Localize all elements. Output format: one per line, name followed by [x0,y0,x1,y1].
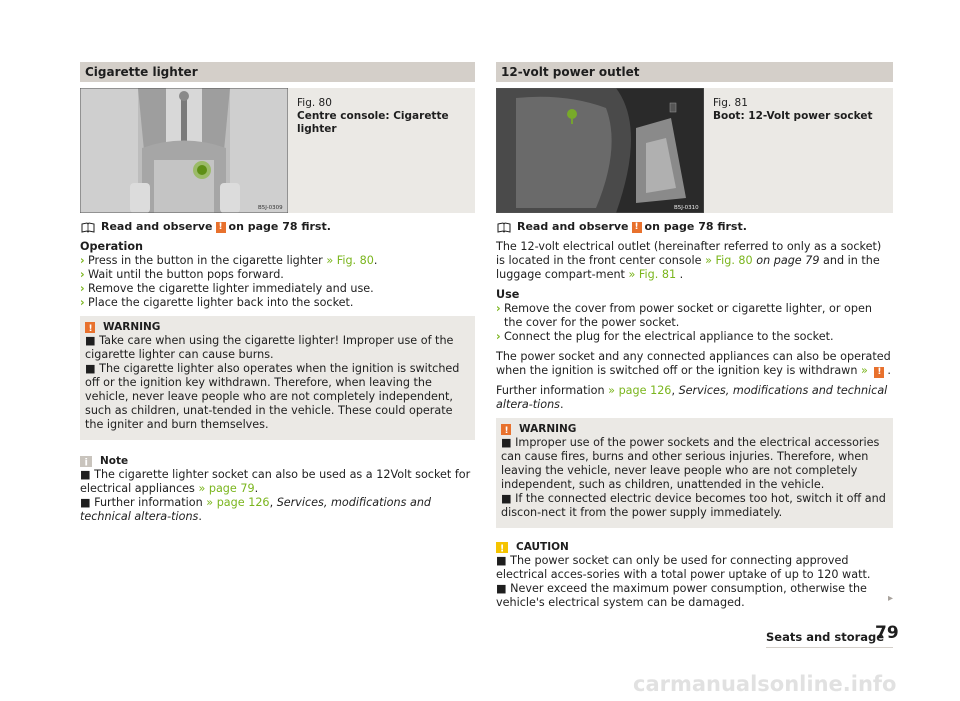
use-step-2 [496,330,893,344]
continue-arrow-icon: ▸ [887,593,893,604]
read-observe-suffix: on page 78 first. [228,220,331,233]
step-text: Connect the plug for the electrical appliance to the socket. [504,330,834,343]
operation-step-4 [80,296,475,310]
use-step-1 [496,302,893,330]
operation-step-3 [80,282,475,296]
note-sep: , [269,496,274,509]
warning-ref-link[interactable]: » [860,364,868,377]
svg-text:carmanualsonline.info: carmanualsonline.info [633,672,897,696]
power-end: . [887,364,891,377]
figure-81-image [496,88,704,213]
note-title: Note [100,455,129,467]
fig-80-link[interactable]: » Fig. 80 [705,254,753,267]
caution-icon [496,542,508,553]
warning-item: ■ The cigarette lighter also operates when the ignition is switched off or the ignition key withdrawn. Therefore, when leaving the vehicle, never leave people who are not completely independent, such as children, unat-tended in the vehicle. These could operate the igniter and burn themselves. [85,362,460,431]
right-column [496,62,893,610]
note-item-1 [80,468,475,496]
figure-80-code: B5J-0309 [258,205,283,211]
page-126-link[interactable]: » page 126 [608,384,672,397]
step-text: Place the cigarette lighter back into the socket. [88,296,354,309]
warning-header [85,320,469,334]
page-number: 79 [875,623,899,643]
warning-icon [85,322,95,333]
operation-title: Operation [80,240,144,253]
intro-text: and in the luggage compart-ment [496,254,880,281]
read-observe-prefix: Read and observe [101,220,213,233]
intro-paragraph [496,240,893,282]
read-observe-line [80,220,475,234]
page-126-link[interactable]: » page 126 [206,496,270,509]
caution-body [496,554,893,610]
caution-header [496,540,893,554]
section-header-cigarette-lighter: Cigarette lighter [80,62,475,82]
left-column [80,62,475,524]
note-header [80,454,475,468]
figure-80-caption [297,97,475,136]
caution-item: ■ The power socket can only be used for connecting approved electrical acces-sories with a total power uptake of up to 120 watt. [496,554,871,581]
warning-box-right [496,418,893,528]
warning-header [501,422,887,436]
footer-section-title: Seats and storage [766,630,885,644]
chevron-icon: › [80,254,85,267]
further-info-paragraph [496,384,893,412]
intro-end: . [679,268,684,281]
step-end: . [373,254,378,267]
step-text: Wait until the button pops forward. [88,268,284,281]
figure-81-number: Fig. 81 [713,97,748,109]
figure-80-number: Fig. 80 [297,97,332,109]
section-header-power-outlet: 12-volt power outlet [496,62,893,82]
step-text: Remove the cigarette lighter immediately and use. [88,282,374,295]
warning-box-left [80,316,475,440]
warning-square-icon: ! [632,222,642,233]
note-text: ■ The cigarette lighter socket can also be used as a 12Volt socket for electrical appliances [80,468,471,495]
note-icon [80,456,92,467]
further-sep: , [671,384,675,397]
caution-item: ■ Never exceed the maximum power consumption, otherwise the vehicle's electrical system can be damaged. [496,582,867,609]
svg-text:!: ! [88,323,93,333]
figure-81-box [496,88,893,213]
book-icon [81,222,95,233]
operation-section [80,240,475,310]
figure-80-title: Centre console: Cigarette lighter [297,110,449,135]
chevron-icon: › [80,296,85,309]
warning-square-icon: ! [874,367,884,378]
page-79-link[interactable]: » page 79 [198,482,255,495]
book-icon [497,222,511,233]
chevron-icon: › [80,282,85,295]
figure-80-image [80,88,288,213]
warning-title: WARNING [103,321,161,333]
step-text: Remove the cover from power socket or cigarette lighter, or open the cover for the power socket. [504,302,872,329]
power-paragraph [496,350,893,378]
note-item-2 [80,496,475,524]
fig-81-link[interactable]: » Fig. 81 [628,268,677,281]
figure-80-box [80,88,475,213]
warning-item: ■ Improper use of the power sockets and the electrical accessories can cause fires, burns and other serious injuries. Therefore, when leaving the vehicle, never leave people who are not completely independent, such as children, unattended in the vehicle. [501,436,880,491]
step-text: Press in the button in the cigarette lighter [88,254,323,267]
svg-text:!: ! [500,543,505,553]
chevron-icon: › [496,330,501,343]
note-end: . [198,510,202,523]
read-observe-suffix: on page 78 first. [644,220,747,233]
further-text: Further information [496,384,605,397]
operation-step-2 [80,268,475,282]
warning-item: ■ If the connected electric device becomes too hot, switch it off and discon-nect it from the power supply immediately. [501,492,886,519]
figure-81-caption [713,97,872,123]
warning-square-icon: ! [216,222,226,233]
fig-80-link[interactable]: » Fig. 80 [326,254,374,267]
warning-title: WARNING [519,423,577,435]
read-observe-line [496,220,893,234]
note-end: . [254,482,259,495]
svg-text:i: i [84,457,88,467]
footer-divider [766,647,893,648]
intro-text: The 12-volt electrical outlet (hereinafter referred to only as a socket) is located in the front center console [496,240,882,267]
use-section [496,288,893,344]
further-italic: Services, modifications and technical altera-tions [496,384,888,411]
figure-81-title: Boot: 12-Volt power socket [713,110,873,122]
watermark-logo [633,672,953,696]
warning-icon [501,424,511,435]
read-observe-prefix: Read and observe [517,220,629,233]
caution-title: CAUTION [516,541,569,553]
intro-italic: on page 79 [756,254,820,267]
chevron-icon: › [80,268,85,281]
svg-text:!: ! [504,425,509,435]
warning-item: ■ Take care when using the cigarette lighter! Improper use of the cigarette lighter can cause burns. [85,334,454,361]
note-italic-ref: Services, modifications and technical altera-tions [80,496,432,523]
figure-81-code: B5J-0310 [674,205,699,211]
note-text: ■ Further information [80,496,203,509]
power-text: The power socket and any connected appliances can also be operated when the ignition is switched off or the ignition key is withdrawn [496,350,891,377]
use-title: Use [496,288,520,301]
chevron-icon: › [496,302,501,315]
operation-step-1 [80,254,475,268]
further-end: . [559,398,564,411]
